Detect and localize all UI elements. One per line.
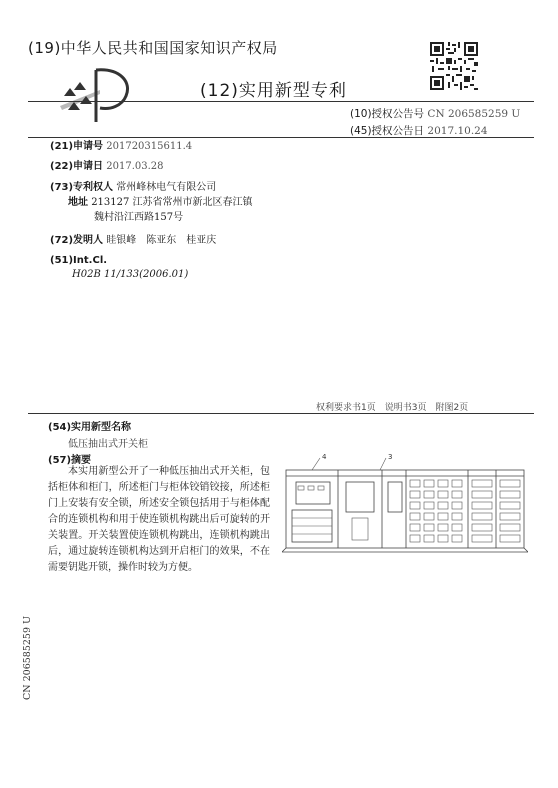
abstract-label: (57)摘要: [48, 455, 92, 466]
inventors-value: 眭银峰 陈亚东 桂亚庆: [106, 235, 217, 246]
figure-callout-3: 3: [388, 453, 393, 461]
application-number-label: (21)申请号: [50, 141, 104, 152]
figure-callout-4: 4: [322, 453, 327, 461]
invention-title: 低压抽出式开关柜: [68, 439, 148, 450]
bibliographic-divider: [28, 137, 534, 138]
address-line-1: 213127 江苏省常州市新北区春江镇: [91, 197, 253, 208]
issuing-office: (19)中华人民共和国国家知识产权局: [28, 39, 278, 57]
application-number: [50, 140, 192, 154]
abstract-text: 本实用新型公开了一种低压抽出式开关柜，包括柜体和柜门，所述柜门与柜体铰销铰接，所述柜门上安装有安全锁，所述安全锁包括用于与柜体配合的连锁机构和用于使连锁机构跳出后可旋转的开关装置。开关装置使连锁机构跳出，连锁机构跳出后，通过旋转连锁机构达到开启柜门的效果，不在需要钥匙开锁，操作时较为方便。: [48, 466, 270, 573]
inventors-label: (72)发明人: [50, 235, 104, 246]
publication-date: [350, 123, 488, 138]
publication-number-value: CN 206585259 U: [427, 108, 521, 120]
qr-code: [430, 42, 478, 90]
patentee: [50, 181, 216, 195]
application-number-value: 201720315611.4: [106, 141, 193, 152]
filing-date-label: (22)申请日: [50, 161, 104, 172]
patentee-label: (73)专利权人: [50, 182, 114, 193]
address-line-2: 魏村沿江西路157号: [94, 212, 184, 223]
address: [68, 196, 253, 210]
title-label: (54)实用新型名称: [48, 422, 132, 433]
publication-number-label: (10)授权公告号: [350, 108, 425, 120]
publication-number: [350, 106, 520, 121]
patent-type: (12)实用新型专利: [200, 81, 347, 101]
patentee-value: 常州峰林电气有限公司: [116, 182, 217, 193]
filing-date-value: 2017.03.28: [106, 161, 164, 172]
cnipa-logo: [60, 62, 142, 124]
publication-date-value: 2017.10.24: [427, 125, 488, 137]
header-divider: [28, 101, 534, 102]
int-cl: [50, 254, 107, 268]
int-cl-value: H02B 11/133(2006.01): [72, 269, 189, 280]
int-cl-label: (51)Int.Cl.: [50, 255, 108, 266]
filing-date: [50, 160, 164, 174]
abstract-divider: [28, 413, 534, 414]
page-counts: 权利要求书1页 说明书3页 附图2页: [316, 403, 469, 413]
switchgear-drawing: [282, 452, 528, 558]
inventors: [50, 234, 216, 248]
side-publication-number: CN 206585259 U: [22, 615, 33, 700]
address-label: 地址: [68, 197, 88, 208]
publication-date-label: (45)授权公告日: [350, 125, 425, 137]
